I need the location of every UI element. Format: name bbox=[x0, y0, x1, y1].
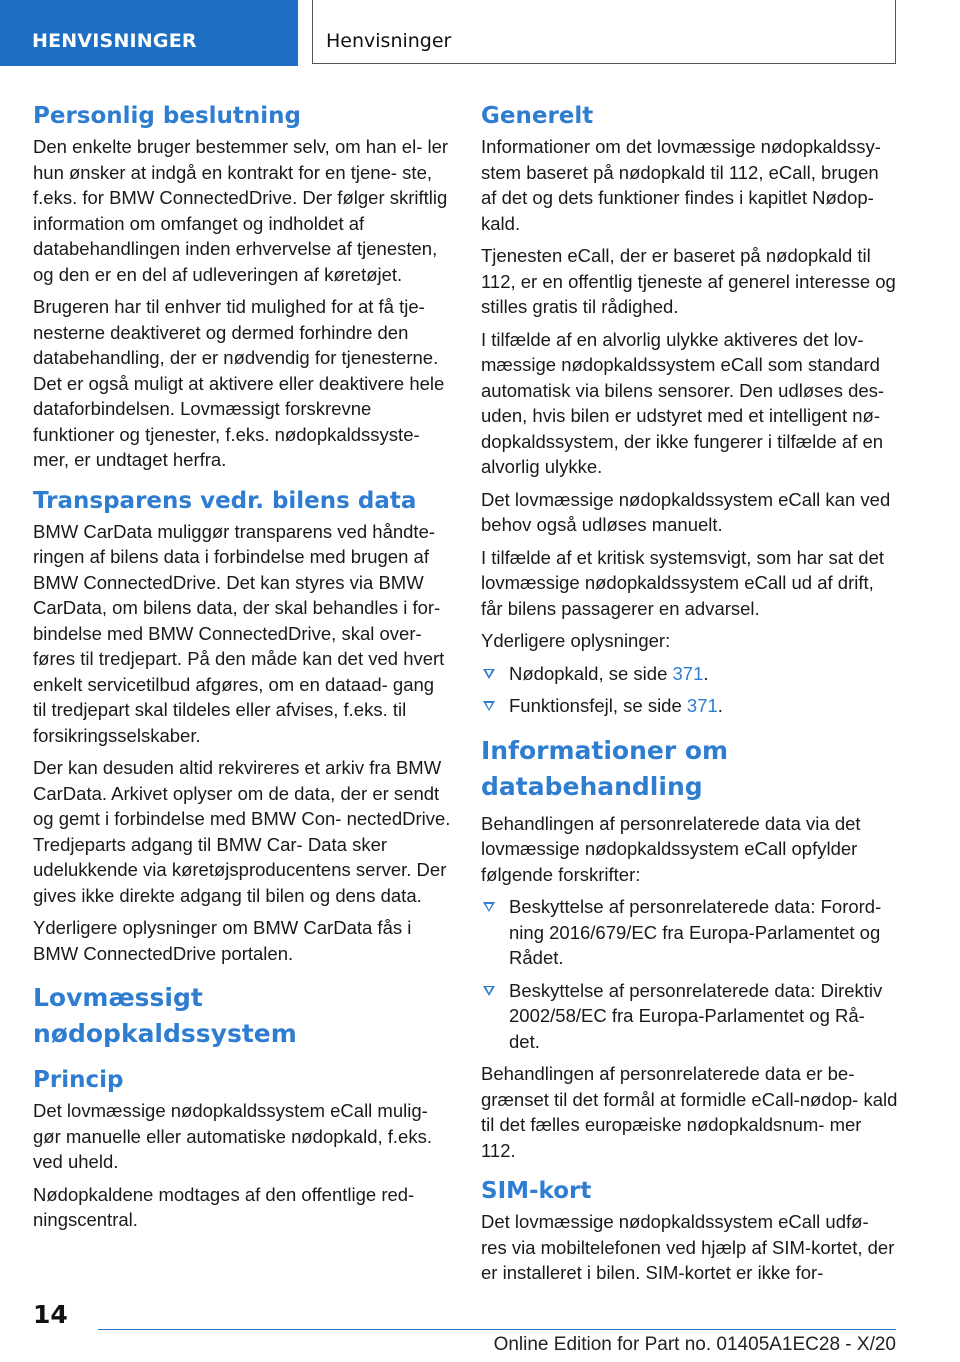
heading-personlig-beslutning: Personlig beslutning bbox=[33, 103, 302, 129]
list-item-text: Nødopkald, se side bbox=[509, 662, 673, 684]
paragraph: I tilfælde af en alvorlig ulykke aktiveres det lov‐ mæssige nødopkaldssystem eCall som standard automatisk via bilens sensorer. Den udløses des‐ uden, hvis bilen er udstyret med et intelligent nø‐ dopkaldssystem, der ikke fungerer i tilfælde af en alvorlig ulykke. bbox=[481, 328, 885, 477]
paragraph: Yderligere oplysninger: bbox=[481, 630, 671, 651]
list-item-text: Beskyttelse af personrelaterede data: Forord‐ ning 2016/679/EC fra Europa-Parlamentet og Rådet. bbox=[509, 896, 882, 968]
chapter-title: Henvisninger bbox=[312, 0, 896, 64]
list-item bbox=[481, 661, 899, 687]
paragraph: I tilfælde af et kritisk systemsvigt, som har sat det lovmæssige nødopkaldssystem eCall ud af drift, får bilens passagerer en advarsel. bbox=[481, 546, 885, 619]
paragraph: Den enkelte bruger bestemmer selv, om han el‐ ler hun ønsker at indgå en kontrakt for en tjene‐ ste, f.eks. for BMW ConnectedDrive. Der følger skriftlig information om omfanget og indholdet af databehandlingen inden erhvervelse af tjenesten, og den er en del af udleveringen af køretøjet. bbox=[33, 136, 449, 285]
list-item-end: . bbox=[703, 662, 709, 684]
heading-sim-kort: SIM-kort bbox=[481, 1178, 592, 1204]
heading-generelt: Generelt bbox=[481, 103, 594, 129]
paragraph: Behandlingen af personrelaterede data er be‐ grænset til det formål at formidle eCall-nødop‐ kald til det fælles europæiske nødopkaldsnum‐ mer 112. bbox=[481, 1063, 898, 1161]
triangle-bullet-icon bbox=[483, 986, 495, 996]
paragraph: Der kan desuden altid rekvireres et arkiv fra BMW CarData. Arkivet oplyser om de data, der er sendt og gemt i forbindelse med BMW Con‐ nectedDrive. Tredjeparts adgang til BMW Car‐ Data sker udelukkende via køretøjsproducentens server. Der gives ikke direkte adgang til bilen og dens data. bbox=[33, 757, 451, 906]
paragraph: Det lovmæssige nødopkaldssystem eCall kan ved behov også udløses manuelt. bbox=[481, 488, 891, 535]
page-reference-link[interactable]: 371 bbox=[686, 695, 718, 716]
paragraph: Det lovmæssige nødopkaldssystem eCall udfø‐ res via mobiltelefonen ved hjælp af SIM-kortet, der er installeret i bilen. SIM-kortet er ikke for‐ bbox=[481, 1211, 895, 1283]
paragraph: Nødopkaldene modtages af den offentlige red‐ ningscentral. bbox=[33, 1183, 415, 1230]
section-tab: HENVISNINGER bbox=[0, 0, 298, 66]
list-item-text: Funktionsfejl, se side bbox=[509, 695, 687, 716]
list-item bbox=[481, 894, 899, 971]
paragraph: Informationer om det lovmæssige nødopkaldssy‐ stem baseret på nødopkald til 112, eCall, brugen af det og dets funktioner findes i kapitlet Nødop‐ kald. bbox=[481, 136, 881, 234]
triangle-bullet-icon bbox=[483, 902, 495, 912]
triangle-bullet-icon bbox=[483, 669, 495, 679]
paragraph: Brugeren har til enhver tid mulighed for at få tje‐ nesterne deaktiveret og dermed forhindre den databehandling, der er nødvendig for tjenesterne. Det er også muligt at aktivere eller deaktivere hele dataforbindelsen. Lovmæssigt forskrevne funktioner og tjenester, f.eks. nødopkaldssyste‐ mer, er undtaget herfra. bbox=[33, 296, 445, 470]
paragraph: Behandlingen af personrelaterede data via det lovmæssige nødopkaldssystem eCall opfylder følgende forskrifter: bbox=[481, 812, 861, 885]
footer-divider bbox=[98, 1329, 896, 1330]
regulation-list bbox=[481, 894, 899, 1054]
list-item bbox=[481, 978, 899, 1055]
heading-transparens: Transparens vedr. bilens data bbox=[33, 487, 417, 514]
heading-lovmaessigt-noedopkaldssystem: Lovmæssigt nødopkaldssystem bbox=[33, 983, 297, 1048]
list-item-text: Beskyttelse af personrelaterede data: Direktiv 2002/58/EC fra Europa-Parlamentet og Rå‐ det. bbox=[509, 979, 883, 1052]
reference-list bbox=[481, 661, 899, 719]
heading-princip: Princip bbox=[33, 1067, 124, 1093]
triangle-bullet-icon bbox=[483, 701, 495, 711]
page-number: 14 bbox=[33, 1300, 68, 1329]
paragraph: Yderligere oplysninger om BMW CarData fås i BMW ConnectedDrive portalen. bbox=[33, 917, 412, 964]
paragraph: BMW CarData muliggør transparens ved håndte‐ ringen af bilens data i forbindelse med brugen af BMW ConnectedDrive. Det kan styres via BMW CarData, om bilens data, der skal behandles i for‐ bindelse med BMW ConnectedDrive, skal over‐ føres til tredjepart. På den måde kan det ved hvert enkelt servicetilbud afgøres, om en dataad‐ gang til tredjepart skal tildeles eller afvises, f.eks. til forsikringsselskaber. bbox=[33, 520, 445, 746]
paragraph: Tjenesten eCall, der er baseret på nødopkald til 112, er en offentlig tjeneste af generel interesse og stilles gratis til rådighed. bbox=[481, 245, 896, 317]
page-reference-link[interactable]: 371 bbox=[672, 662, 704, 684]
right-column bbox=[481, 100, 899, 1293]
footer-edition: Online Edition for Part no. 01405A1EC28 - X/20 bbox=[493, 1334, 896, 1355]
paragraph: Det lovmæssige nødopkaldssystem eCall mulig‐ gør manuelle eller automatiske nødopkald, f.eks. ved uheld. bbox=[33, 1100, 432, 1172]
list-item bbox=[481, 693, 899, 719]
heading-informationer-om-databehandling: Informationer om databehandling bbox=[481, 735, 729, 801]
left-column bbox=[33, 100, 451, 1240]
list-item-end: . bbox=[717, 695, 723, 716]
